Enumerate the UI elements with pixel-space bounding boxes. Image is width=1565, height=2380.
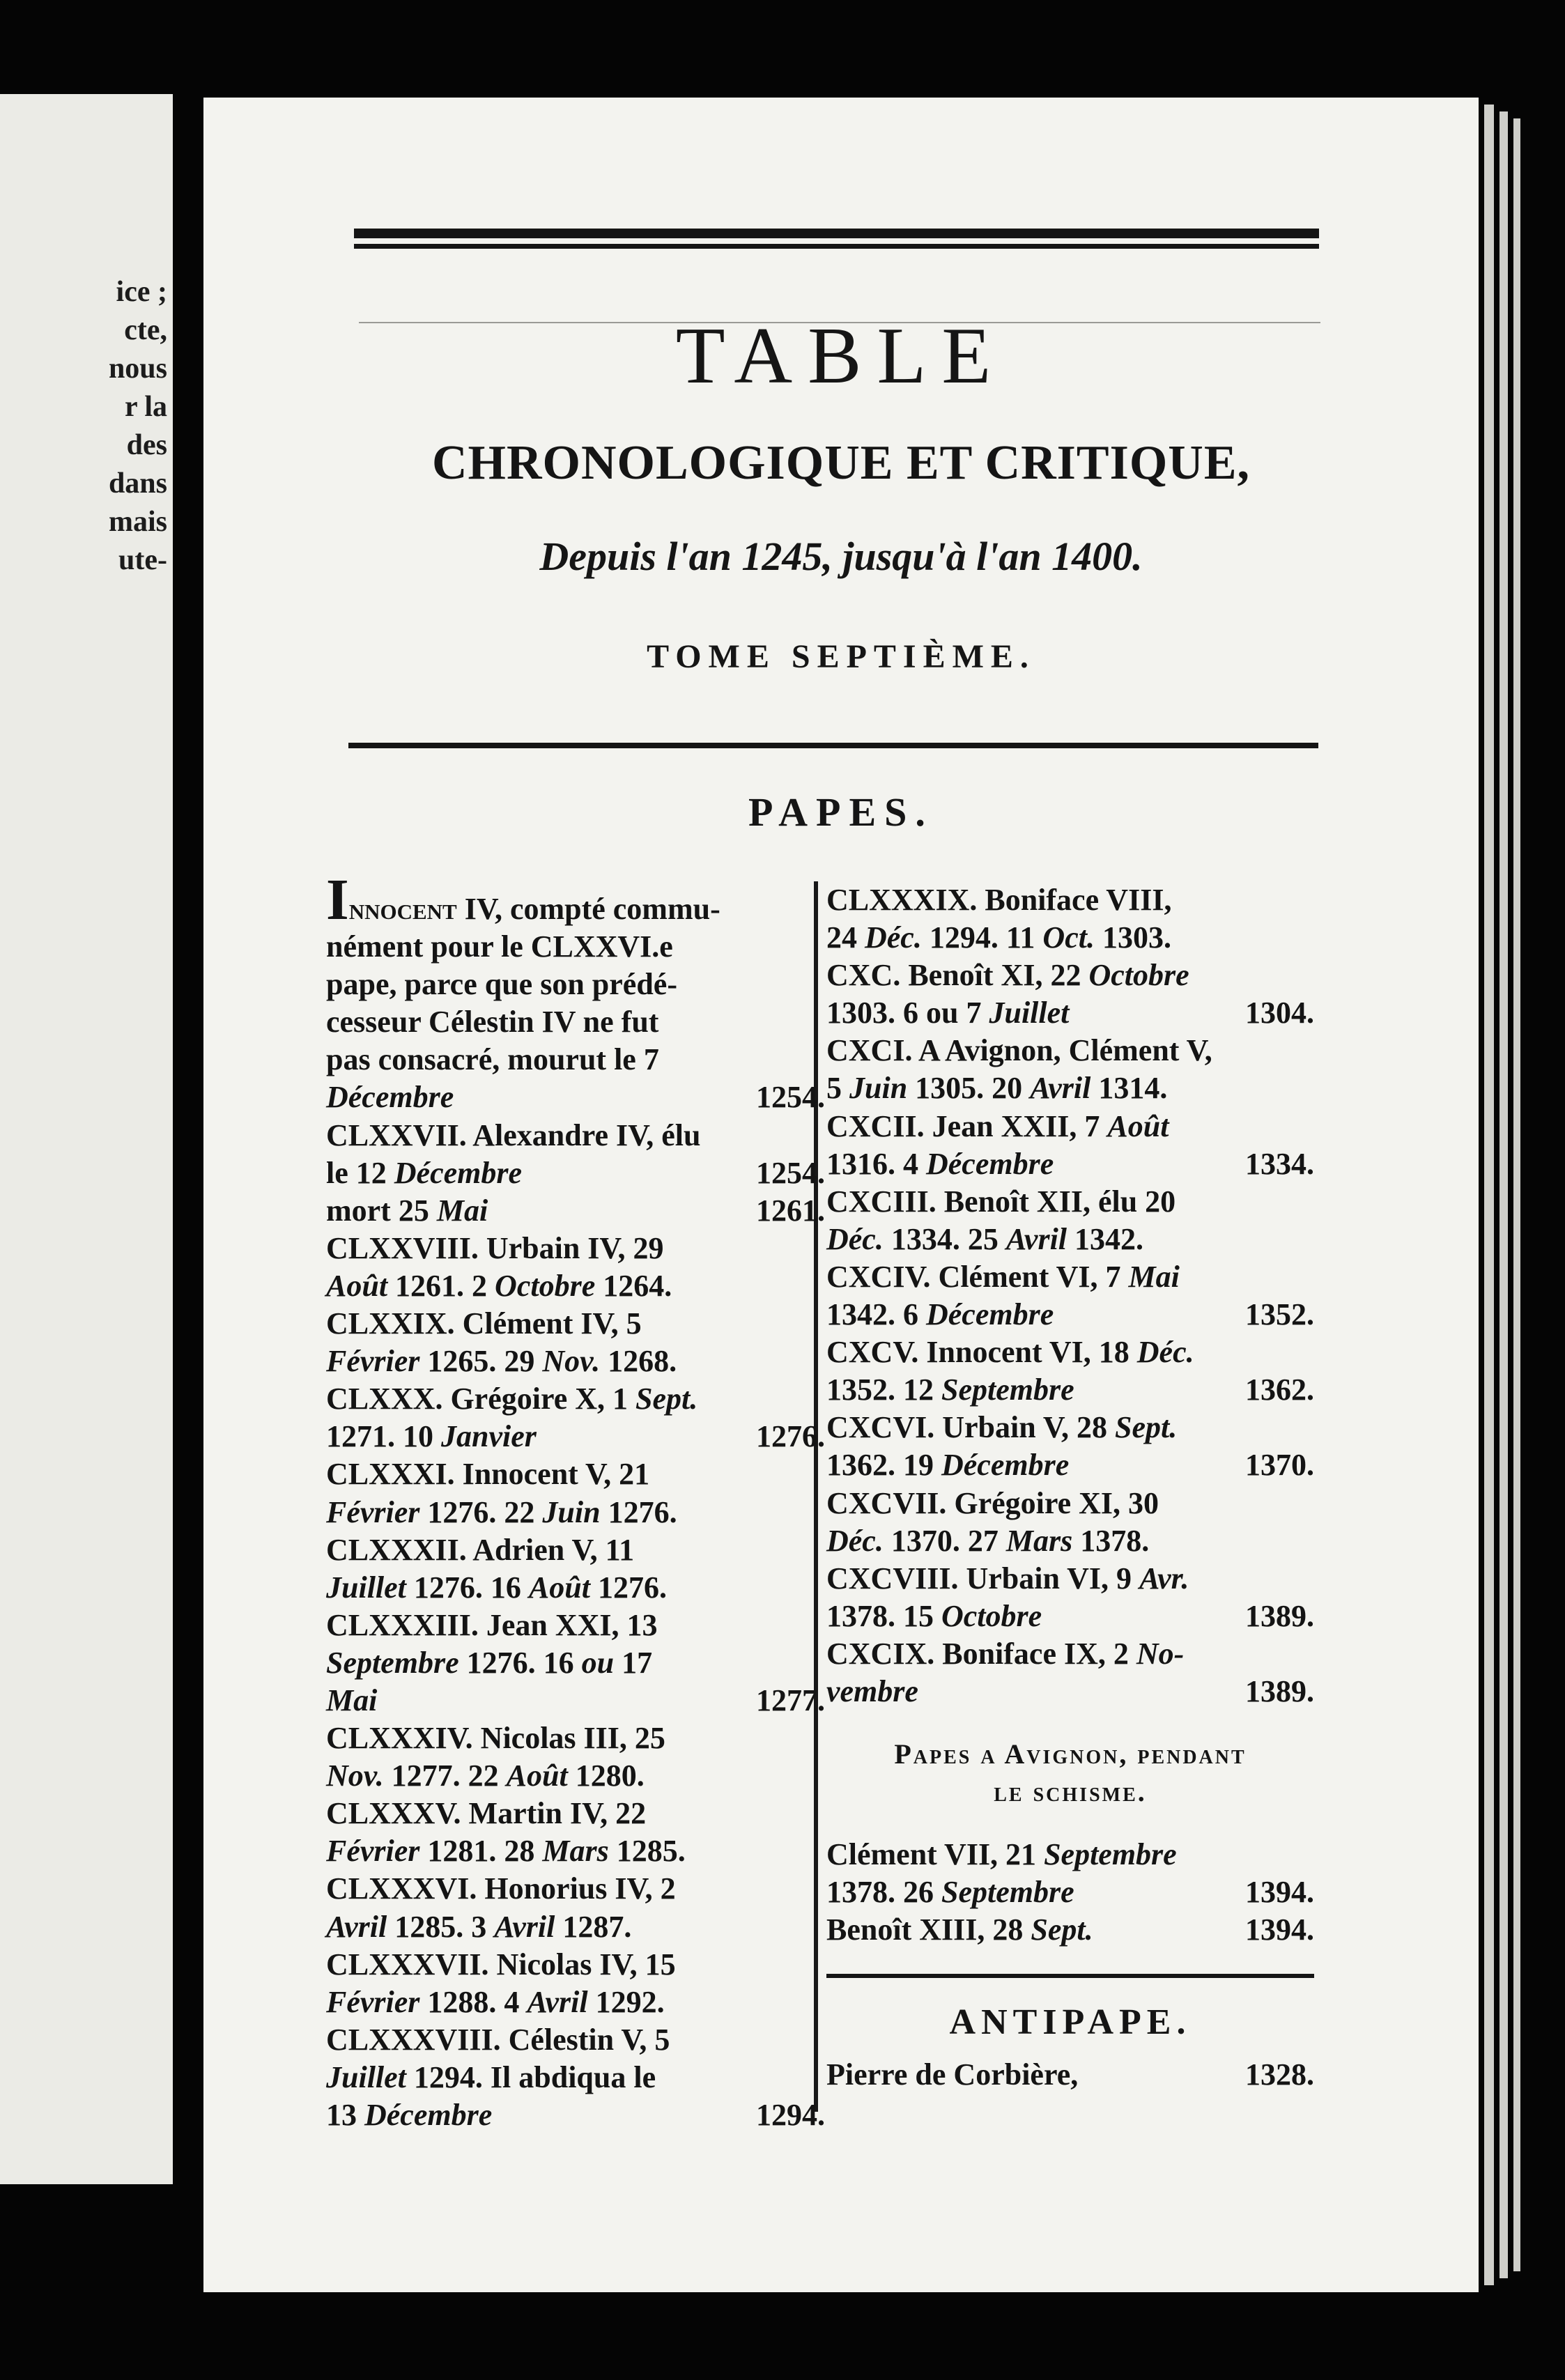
adjacent-text: ice ;: [116, 276, 167, 308]
drop-cap: I: [326, 867, 349, 932]
page-edge: [1513, 118, 1520, 2271]
list-item: CLXXX. Grégoire X, 1 Sept. 1271. 10 Janvier 1276.: [326, 1382, 825, 1454]
section-title: PAPES.: [748, 789, 934, 835]
top-rule: [354, 229, 1319, 238]
adjacent-text: ute-: [118, 544, 167, 576]
subtitle: CHRONOLOGIQUE ET CRITIQUE,: [431, 436, 1251, 490]
list-item: CXCIII. Benoît XII, élu 20 Déc. 1334. 25 Avril 1342.: [826, 1184, 1176, 1256]
top-rule: [354, 244, 1319, 249]
adjacent-text: mais: [109, 506, 167, 538]
list-item: CXCII. Jean XXII, 7 Août 1316. 4 Décembre 1334.: [826, 1108, 1314, 1181]
volume-label: TOME SEPTIÈME.: [647, 638, 1035, 675]
list-item: CLXXXIX. Boniface VIII, 24 Déc. 1294. 11 Oct. 1303.: [826, 883, 1172, 955]
adjacent-text: dans: [108, 468, 167, 500]
list-item: CXCVII. Grégoire XI, 30 Déc. 1370. 27 Mars 1378.: [826, 1485, 1159, 1558]
list-item: CLXXVII. Alexandre IV, élu le 12 Décembre 1254. mort 25 Mai 1261.: [326, 1118, 825, 1228]
adjacent-text: des: [126, 429, 167, 461]
list-item: Innocent IV, compté commu- nément pour le CLXXVI.e pape, parce que son prédé- cesseur Célestin IV ne fut pas consacré, mourut le 7 Décembre 1254.: [326, 867, 825, 1115]
right-column: [826, 881, 1314, 2094]
list-item: CLXXXI. Innocent V, 21 Février 1276. 22 Juin 1276.: [326, 1457, 677, 1529]
list-item: CXCI. A Avignon, Clément V, 5 Juin 1305. 20 Avril 1314.: [826, 1033, 1212, 1106]
section-rule: [348, 743, 1318, 748]
list-item: CLXXXVI. Honorius IV, 2 Avril 1285. 3 Avril 1287.: [326, 1871, 676, 1944]
list-item: CLXXIX. Clément IV, 5 Février 1265. 29 Nov. 1268.: [326, 1306, 677, 1379]
date-range: Depuis l'an 1245, jusqu'à l'an 1400.: [539, 534, 1143, 579]
adjacent-page: [0, 94, 173, 2184]
list-item: CXCIX. Boniface IX, 2 No- vembre 1389.: [826, 1636, 1314, 1708]
list-item: CLXXXII. Adrien V, 11 Juillet 1276. 16 Août 1276.: [326, 1532, 667, 1605]
adjacent-text: nous: [108, 353, 167, 385]
adjacent-text: cte,: [124, 314, 167, 346]
left-column: [326, 867, 825, 2134]
list-item: CXCVI. Urbain V, 28 Sept. 1362. 19 Décembre 1370.: [826, 1410, 1314, 1483]
list-item: Pierre de Corbière, 1328.: [826, 2057, 1314, 2092]
list-item: CLXXXVIII. Célestin V, 5 Juillet 1294. Il abdiqua le 13 Décembre 1294.: [326, 2022, 825, 2132]
list-item: CLXXXIII. Jean XXI, 13 Septembre 1276. 16 ou 17 Mai 1277.: [326, 1607, 825, 1717]
list-item: CXCV. Innocent VI, 18 Déc. 1352. 12 Septembre 1362.: [826, 1335, 1314, 1407]
page-title: TABLE: [675, 311, 1007, 401]
list-item: CXCIV. Clément VI, 7 Mai 1342. 6 Décembre 1352.: [826, 1259, 1314, 1332]
antipope-heading: ANTIPAPE.: [949, 2002, 1192, 2043]
subsection-heading: le schisme.: [994, 1776, 1147, 1808]
list-item: CLXXXV. Martin IV, 22 Février 1281. 28 Mars 1285.: [326, 1796, 686, 1869]
divider-rule: [826, 1974, 1314, 1978]
list-item: CLXXXVII. Nicolas IV, 15 Février 1288. 4 Avril 1292.: [326, 1947, 676, 2019]
list-item: Benoît XIII, 28 Sept. 1394.: [826, 1912, 1314, 1947]
list-item: CLXXVIII. Urbain IV, 29 Août 1261. 2 Octobre 1264.: [326, 1230, 672, 1303]
list-item: CXCVIII. Urbain VI, 9 Avr. 1378. 15 Octobre 1389.: [826, 1561, 1314, 1633]
list-item: Clément VII, 21 Septembre 1378. 26 Septembre 1394.: [826, 1837, 1314, 1910]
subsection-heading: Papes a Avignon, pendant: [894, 1738, 1247, 1770]
list-item: CXC. Benoît XI, 22 Octobre 1303. 6 ou 7 Juillet 1304.: [826, 958, 1314, 1030]
adjacent-text: r la: [124, 391, 167, 423]
page-edge: [1484, 105, 1494, 2285]
page-edge: [1500, 111, 1508, 2278]
list-item: CLXXXIV. Nicolas III, 25 Nov. 1277. 22 Août 1280.: [326, 1721, 665, 1793]
